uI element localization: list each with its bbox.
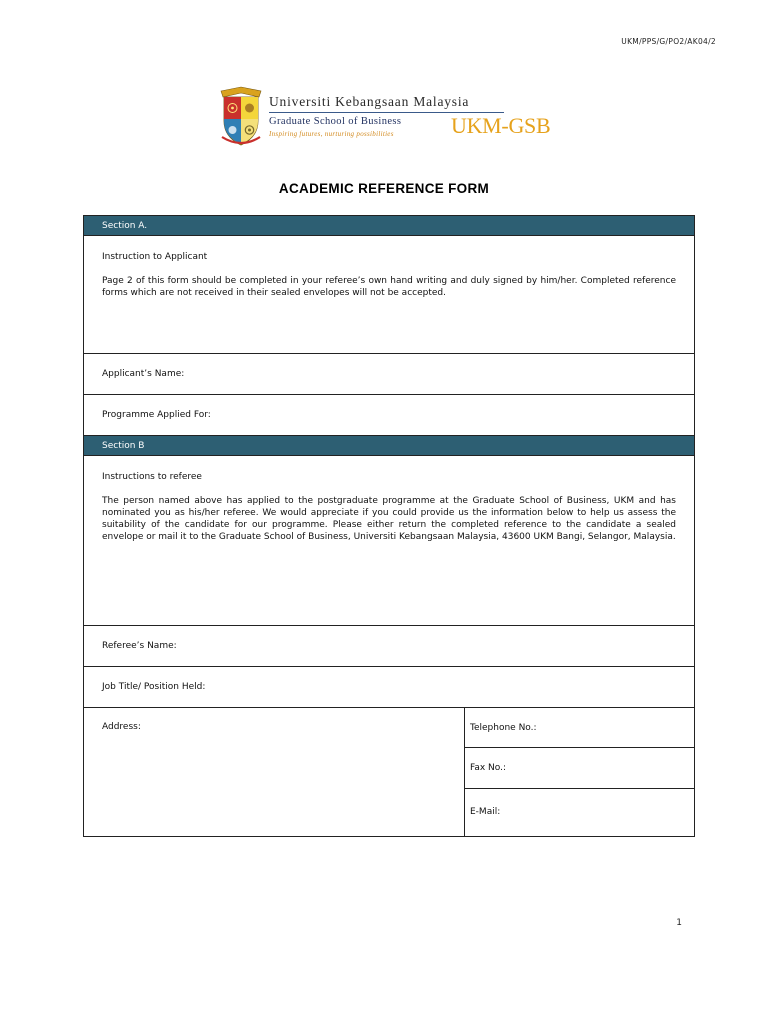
referee-instruction-text: The person named above has applied to the postgraduate programme at the Graduate School of Business, UKM and has nominated you as his/her referee. We would appreciate if you could provide us the information below to help us assess the suitability of the candidate for our programme. Please either return the completed reference to the candidate a sealed envelope or mail it to the Graduate School of Business, Universiti Kebangsaan Malaysia, 43600 UKM Bangi, Selangor, Malaysia. [102, 496, 676, 542]
section-b-instructions [84, 472, 694, 626]
job-title-field[interactable]: Job Title/ Position Held: [84, 667, 694, 708]
section-a-header: Section A. [84, 216, 694, 236]
applicant-name-field[interactable]: Applicant’s Name: [84, 354, 694, 395]
form-title: ACADEMIC REFERENCE FORM [278, 181, 490, 196]
academic-reference-form [83, 215, 695, 837]
ukm-gsb-logo [219, 85, 549, 149]
applicant-instruction-title: Instruction to Applicant [102, 252, 208, 262]
address-field[interactable] [84, 708, 465, 836]
referee-name-field[interactable]: Referee’s Name: [84, 626, 694, 667]
address-label: Address: [102, 722, 141, 732]
school-name: Graduate School of Business [269, 116, 402, 127]
university-name: Universiti Kebangsaan Malaysia [269, 94, 470, 109]
fax-field[interactable]: Fax No.: [465, 748, 694, 789]
section-a-instructions [84, 252, 694, 354]
email-field[interactable]: E-Mail: [470, 807, 501, 817]
applicant-instruction-text: Page 2 of this form should be completed in your referee’s own hand writing and duly signed by him/her. Completed reference forms which are not received in their sealed envelopes will not be accepted. [102, 276, 676, 298]
referee-instruction-title: Instructions to referee [102, 472, 202, 482]
telephone-field[interactable]: Telephone No.: [465, 708, 694, 748]
logo-tagline: Inspiring futures, nurturing possibilities [269, 130, 394, 138]
section-b-header: Section B [84, 436, 694, 456]
programme-applied-field[interactable]: Programme Applied For: [84, 395, 694, 436]
ukm-gsb-wordmark: UKM-GSB [451, 113, 551, 138]
page-number: 1 [676, 918, 682, 928]
document-reference-code: UKM/PPS/G/PO2/AK04/2 [621, 37, 716, 46]
ukm-crest-icon [219, 85, 263, 147]
contact-details-block [84, 708, 694, 836]
